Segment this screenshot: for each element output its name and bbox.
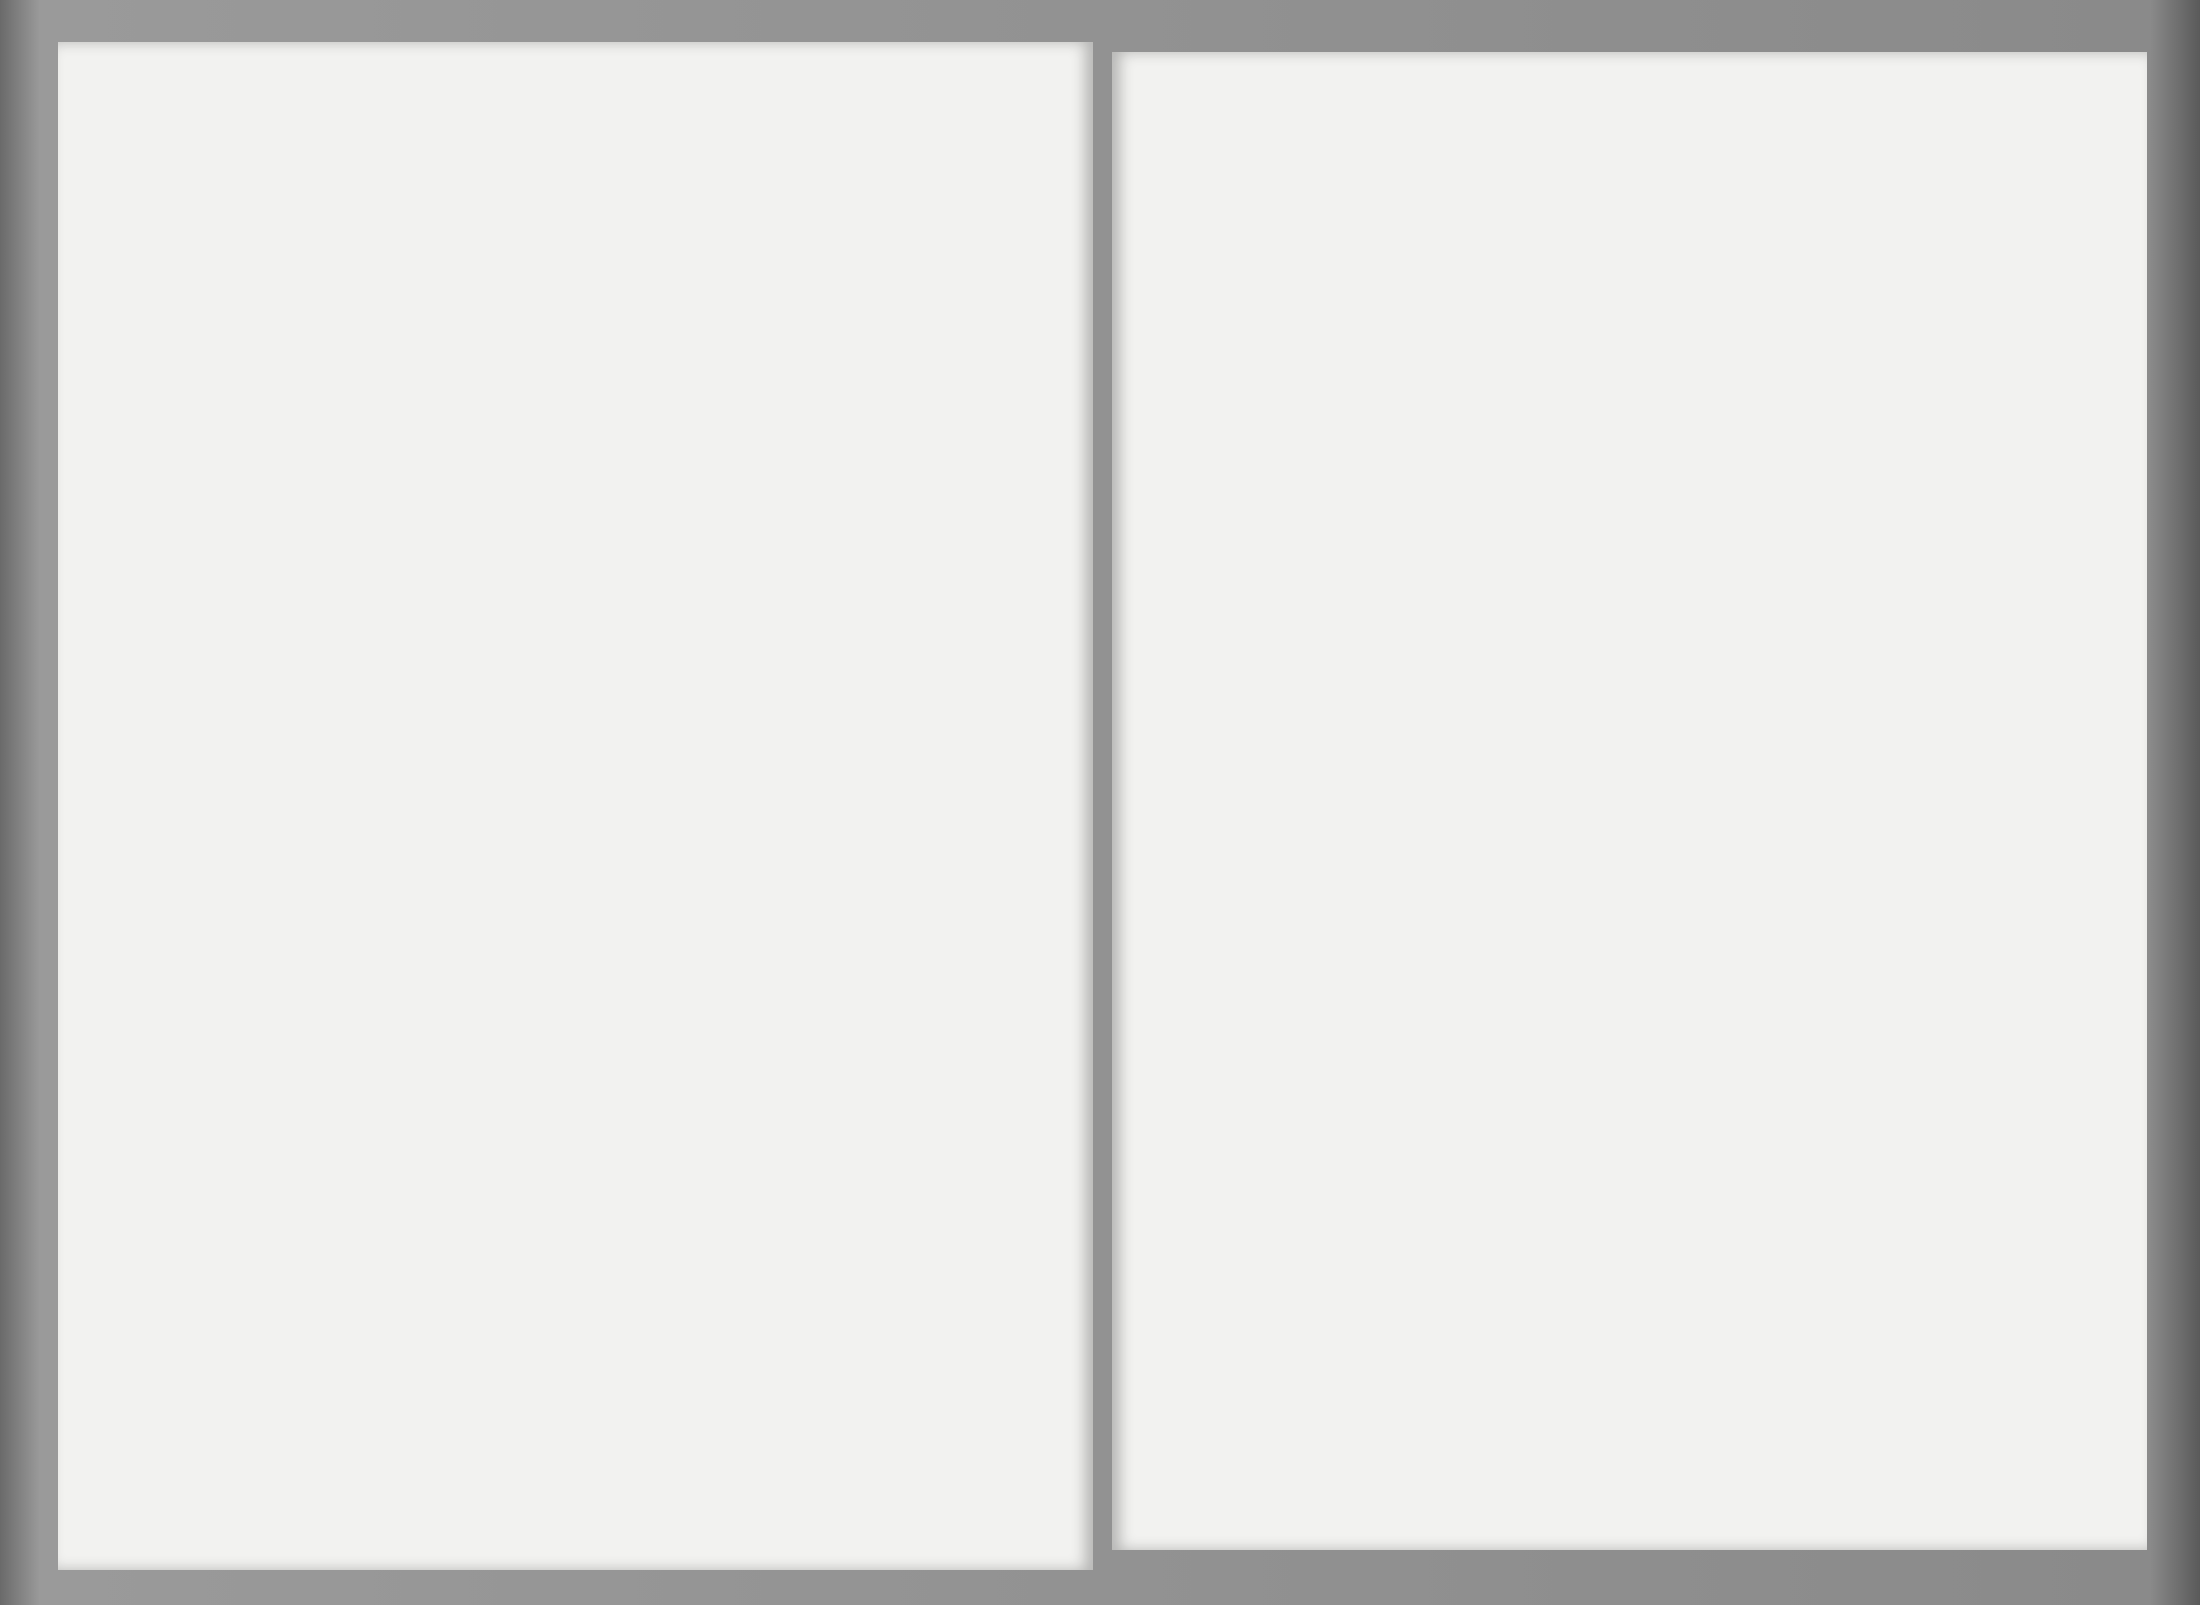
right-grid <box>1112 52 2147 1550</box>
left-page <box>58 42 1093 1570</box>
right-page <box>1112 52 2147 1550</box>
left-grid <box>58 42 1093 1570</box>
